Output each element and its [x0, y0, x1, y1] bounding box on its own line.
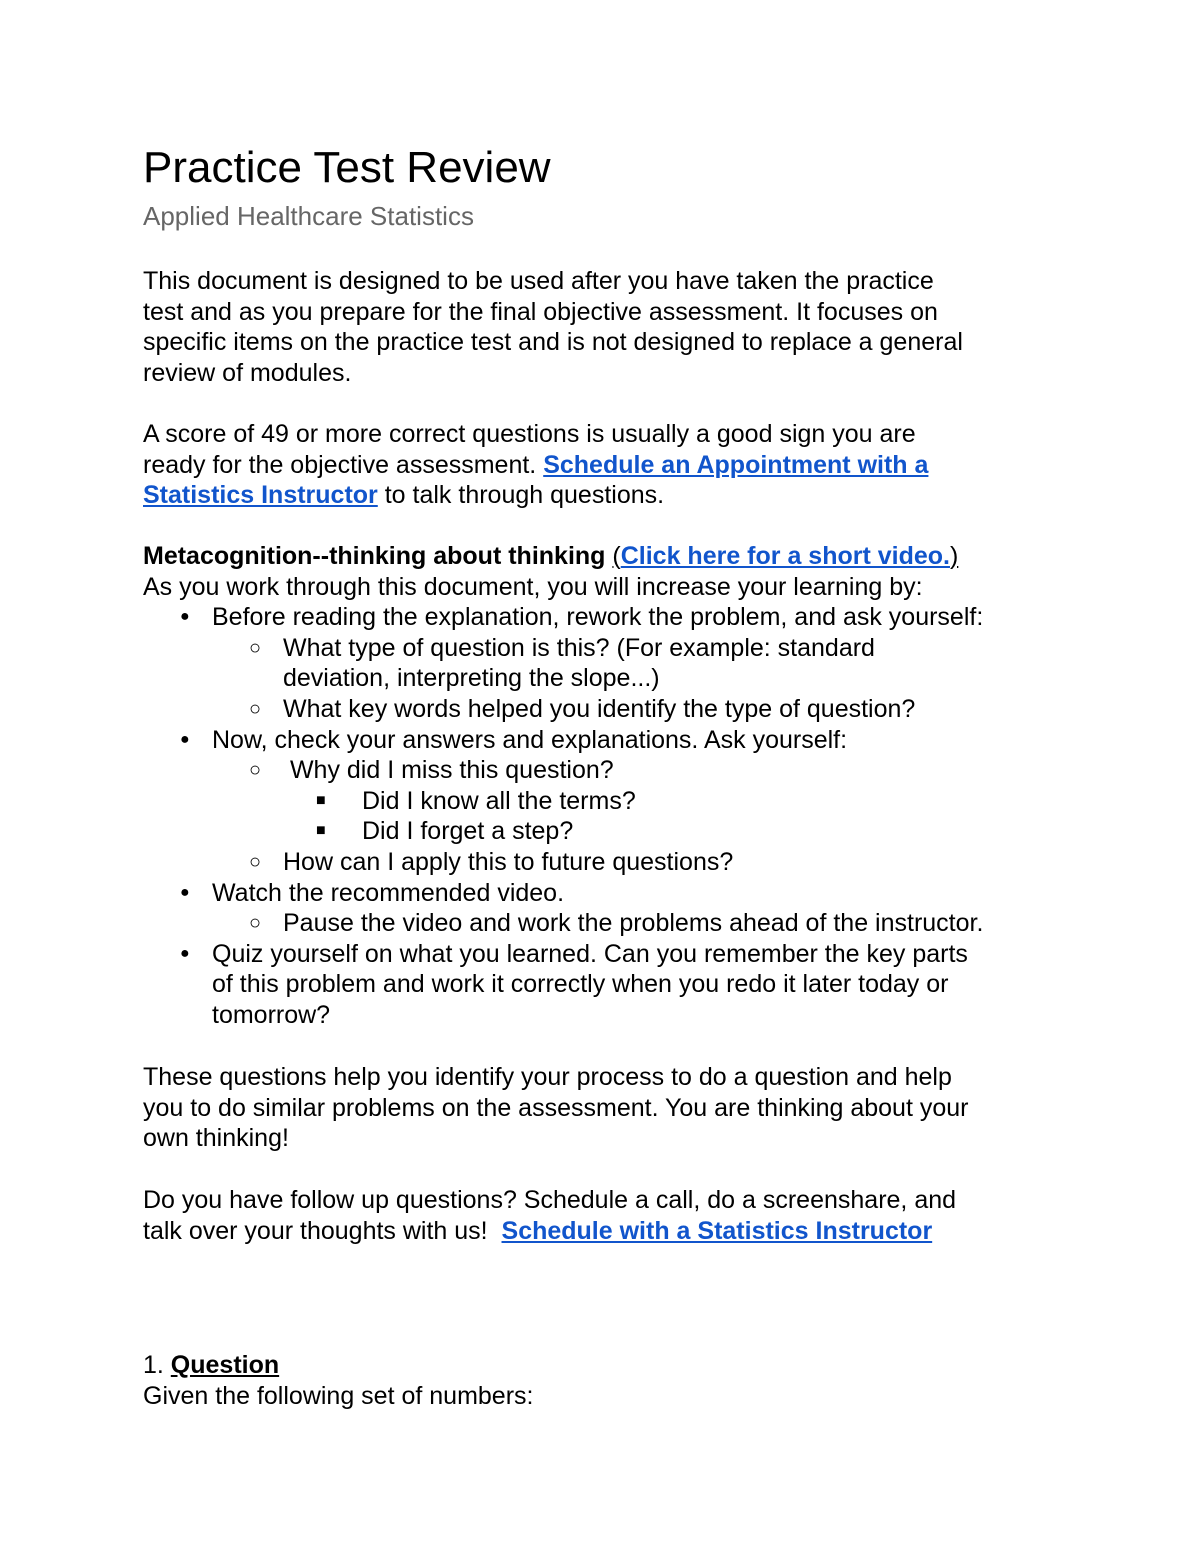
question-section [143, 1350, 1103, 1411]
score-line [143, 480, 1103, 511]
intro-line: specific items on the practice test and is not designed to replace a general [143, 328, 963, 357]
square-bullet-icon: ■ [316, 822, 326, 840]
bullet-text: Did I forget a step? [362, 817, 574, 846]
process-line: own thinking! [143, 1124, 289, 1153]
open-circle-bullet-icon: ○ [249, 850, 262, 873]
bullet-text: Pause the video and work the problems ahead of the instructor. [283, 909, 984, 938]
followup-text: talk over your thoughts with us! [143, 1216, 502, 1245]
followup-line: Do you have follow up questions? Schedule a call, do a screenshare, and [143, 1186, 957, 1214]
filled-bullet-icon: ● [180, 730, 190, 748]
bullet-text: Why did I miss this question? [283, 756, 614, 785]
open-circle-bullet-icon: ○ [249, 697, 262, 720]
score-paragraph [143, 419, 1103, 511]
bullet-item [143, 878, 1103, 909]
bullet-text: Watch the recommended video. [212, 878, 565, 907]
bullet-continuation [143, 969, 1103, 1000]
intro-line: This document is designed to be used after you have taken the practice [143, 267, 934, 295]
metacognition-section [143, 541, 1103, 1031]
paren-open: ( [612, 542, 621, 570]
bullet-text: tomorrow? [212, 1000, 331, 1029]
bullet-text: Did I know all the terms? [362, 786, 636, 815]
bullet-text: deviation, interpreting the slope...) [283, 664, 660, 693]
sub-bullet-item [143, 755, 1103, 786]
intro-paragraph [143, 266, 1103, 388]
question-heading [143, 1350, 1103, 1381]
sub-bullet-item [143, 847, 1103, 878]
intro-line: test and as you prepare for the final objective assessment. It focuses on [143, 297, 938, 326]
score-line: A score of 49 or more correct questions is usually a good sign you are [143, 420, 916, 448]
schedule-appointment-link-continued[interactable]: Statistics Instructor [143, 481, 378, 510]
process-line: These questions help you identify your process to do a question and help [143, 1063, 952, 1091]
filled-bullet-icon: ● [180, 608, 190, 626]
bullet-text: What type of question is this? (For example: standard [283, 633, 875, 662]
sub-bullet-item [143, 694, 1103, 725]
bullet-item [143, 725, 1103, 756]
bullet-text: How can I apply this to future questions? [283, 847, 734, 876]
page-subtitle: Applied Healthcare Statistics [143, 201, 474, 231]
bullet-item [143, 939, 1103, 970]
sub-sub-bullet-item [143, 816, 1103, 847]
schedule-instructor-link[interactable]: Schedule with a Statistics Instructor [501, 1216, 933, 1245]
question-label: Question [170, 1351, 280, 1379]
filled-bullet-icon: ● [180, 883, 190, 901]
sub-bullet-item [143, 908, 1103, 939]
score-line [143, 450, 1103, 481]
bullet-text: What key words helped you identify the type of question? [283, 694, 916, 723]
question-text: Given the following set of numbers: [143, 1381, 534, 1410]
bullet-item [143, 602, 1103, 633]
question-number: 1. [143, 1351, 171, 1379]
open-circle-bullet-icon: ○ [249, 636, 262, 659]
intro-line: review of modules. [143, 358, 352, 387]
open-circle-bullet-icon: ○ [249, 759, 262, 782]
metacognition-heading: Metacognition--thinking about thinking [143, 542, 606, 570]
followup-line [143, 1216, 1103, 1247]
filled-bullet-icon: ● [180, 944, 190, 962]
sub-bullet-item [143, 633, 1103, 664]
short-video-link[interactable]: Click here for a short video. [620, 542, 950, 570]
score-text: to talk through questions. [377, 481, 665, 510]
score-text: ready for the objective assessment. [143, 450, 544, 479]
page-title: Practice Test Review [143, 143, 551, 192]
bullet-continuation [143, 1000, 1103, 1031]
metacognition-lead: As you work through this document, you will increase your learning by: [143, 572, 923, 601]
bullet-text: of this problem and work it correctly when you redo it later today or [212, 970, 949, 999]
open-circle-bullet-icon: ○ [249, 912, 262, 935]
paren-close: ) [949, 542, 959, 570]
followup-paragraph [143, 1185, 1103, 1246]
sub-bullet-continuation [143, 663, 1103, 694]
schedule-appointment-link[interactable]: Schedule an Appointment with a [543, 450, 929, 479]
bullet-text: Quiz yourself on what you learned. Can you remember the key parts [212, 939, 968, 968]
sub-sub-bullet-item [143, 786, 1103, 817]
bullet-text: Before reading the explanation, rework the problem, and ask yourself: [212, 603, 984, 632]
square-bullet-icon: ■ [316, 791, 326, 809]
metacognition-heading-line [143, 541, 1103, 572]
bullet-text: Now, check your answers and explanations. Ask yourself: [212, 725, 848, 754]
process-line: you to do similar problems on the assessment. You are thinking about your [143, 1093, 969, 1122]
process-paragraph [143, 1062, 1103, 1154]
